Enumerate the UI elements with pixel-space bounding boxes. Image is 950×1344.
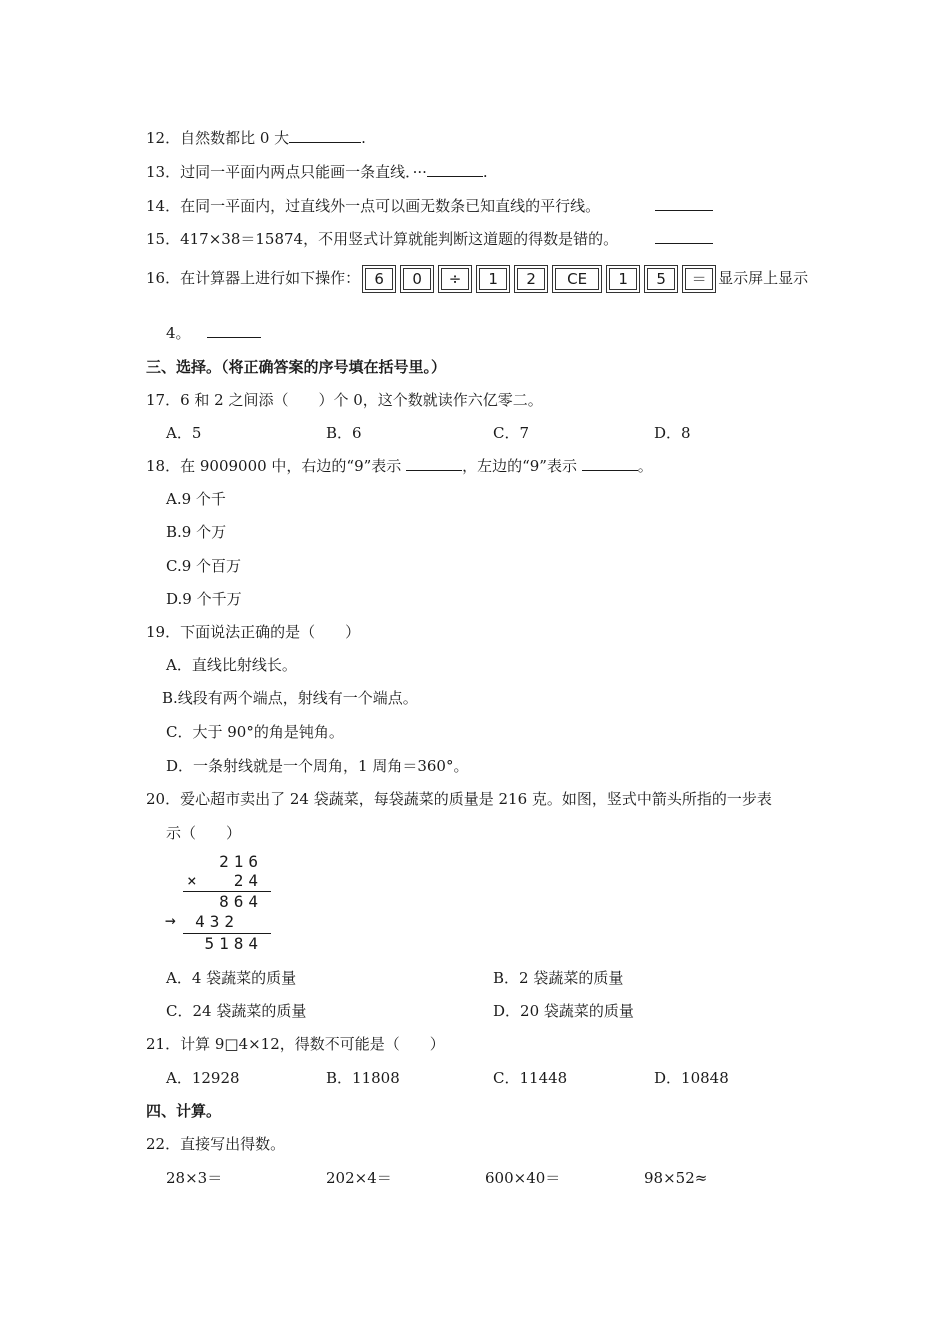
question-end: 。 <box>637 457 653 475</box>
answer-blank[interactable] <box>655 229 713 244</box>
calc-key: CE <box>552 265 602 293</box>
question-19: 19．下面说法正确的是（ ） <box>146 623 361 641</box>
option-a[interactable]: A．12928 <box>166 1069 240 1087</box>
calc-key: ÷ <box>438 265 472 293</box>
question-text: 显示屏上显示 <box>718 269 809 287</box>
calc-item[interactable]: 98×52≈ <box>644 1169 708 1187</box>
calculator-keys <box>362 265 716 293</box>
option-d[interactable]: D．10848 <box>654 1069 729 1087</box>
calc-key: 1 <box>606 265 640 293</box>
option-b[interactable]: B．11808 <box>326 1069 400 1087</box>
question-text: ，左边的“9”表示 <box>462 457 577 475</box>
question-text: 14．在同一平面内，过直线外一点可以画无数条已知直线的平行线。 <box>146 197 601 215</box>
option-c[interactable]: C．大于 90°的角是钝角。 <box>166 723 344 741</box>
partial-product-2: 432 <box>195 912 239 931</box>
arrow-icon: → <box>165 910 176 931</box>
calc-key: 5 <box>644 265 678 293</box>
answer-blank[interactable] <box>582 456 638 471</box>
calc-item[interactable]: 28×3＝ <box>166 1169 223 1187</box>
section-heading: 三、选择。（将正确答案的序号填在括号里。） <box>146 358 447 376</box>
question-16-line2 <box>166 323 261 343</box>
option-d[interactable]: D．20 袋蔬菜的质量 <box>493 1002 634 1020</box>
question-text: 18．在 9009000 中，右边的“9”表示 <box>146 457 402 475</box>
question-12 <box>146 128 366 148</box>
question-20-line2: 示（ ） <box>166 824 242 842</box>
question-text: 15．417×38＝15874，不用竖式计算就能判断这道题的得数是错的。 <box>146 230 619 248</box>
vertical-multiplication <box>165 850 275 960</box>
option-a[interactable]: A．直线比射线长。 <box>166 656 297 674</box>
question-text: 12．自然数都比 0 大 <box>146 129 290 147</box>
option-b[interactable]: B．2 袋蔬菜的质量 <box>493 969 624 987</box>
question-text: 16．在计算器上进行如下操作： <box>146 269 361 287</box>
option-c[interactable]: C．24 袋蔬菜的质量 <box>166 1002 307 1020</box>
question-text: 4。 <box>166 324 191 342</box>
times-sign: × <box>187 871 197 890</box>
question-16 <box>146 262 808 294</box>
answer-blank[interactable] <box>207 323 261 338</box>
question-17: 17．6 和 2 之间添（ ）个 0，这个数就读作六亿零二。 <box>146 391 543 409</box>
calc-key: 6 <box>362 265 396 293</box>
question-18 <box>146 456 653 476</box>
partial-product-1: 864 <box>219 892 263 911</box>
calc-key: 0 <box>400 265 434 293</box>
answer-blank[interactable] <box>289 128 361 143</box>
option-c[interactable]: C．11448 <box>493 1069 568 1087</box>
product: 5184 <box>204 934 263 953</box>
multiplicand: 216 <box>219 852 263 871</box>
option-a[interactable]: A.9 个千 <box>166 490 226 508</box>
option-d[interactable]: D．8 <box>654 424 691 442</box>
option-a[interactable]: A．4 袋蔬菜的质量 <box>166 969 297 987</box>
calc-key: 1 <box>476 265 510 293</box>
option-b[interactable]: B.9 个万 <box>166 523 227 541</box>
question-text: 13．过同一平面内两点只能画一条直线．··· <box>146 163 427 181</box>
answer-blank[interactable] <box>427 162 483 177</box>
option-d[interactable]: D.9 个千万 <box>166 590 242 608</box>
question-14 <box>146 196 600 216</box>
question-20: 20．爱心超市卖出了 24 袋蔬菜，每袋蔬菜的质量是 216 克。如图，竖式中箭头所指的一步表 <box>146 790 772 808</box>
question-22: 22．直接写出得数。 <box>146 1135 286 1153</box>
multiplier: 24 <box>233 871 263 890</box>
option-b[interactable]: B.线段有两个端点，射线有一个端点。 <box>162 689 418 707</box>
option-c[interactable]: C.9 个百万 <box>166 557 242 575</box>
calc-key: ＝ <box>682 265 716 293</box>
question-13 <box>146 162 488 182</box>
option-a[interactable]: A．5 <box>166 424 202 442</box>
question-21: 21．计算 9□4×12，得数不可能是（ ） <box>146 1035 445 1053</box>
answer-blank[interactable] <box>655 196 713 211</box>
option-c[interactable]: C．7 <box>493 424 530 442</box>
option-d[interactable]: D．一条射线就是一个周角，1 周角＝360°。 <box>166 757 469 775</box>
calc-item[interactable]: 202×4＝ <box>326 1169 392 1187</box>
section-heading: 四、计算。 <box>146 1102 222 1120</box>
answer-blank[interactable] <box>406 456 462 471</box>
calc-item[interactable]: 600×40＝ <box>485 1169 561 1187</box>
question-end: . <box>482 163 488 181</box>
calc-key: 2 <box>514 265 548 293</box>
option-b[interactable]: B．6 <box>326 424 362 442</box>
question-15 <box>146 229 618 249</box>
question-end: . <box>361 129 366 147</box>
